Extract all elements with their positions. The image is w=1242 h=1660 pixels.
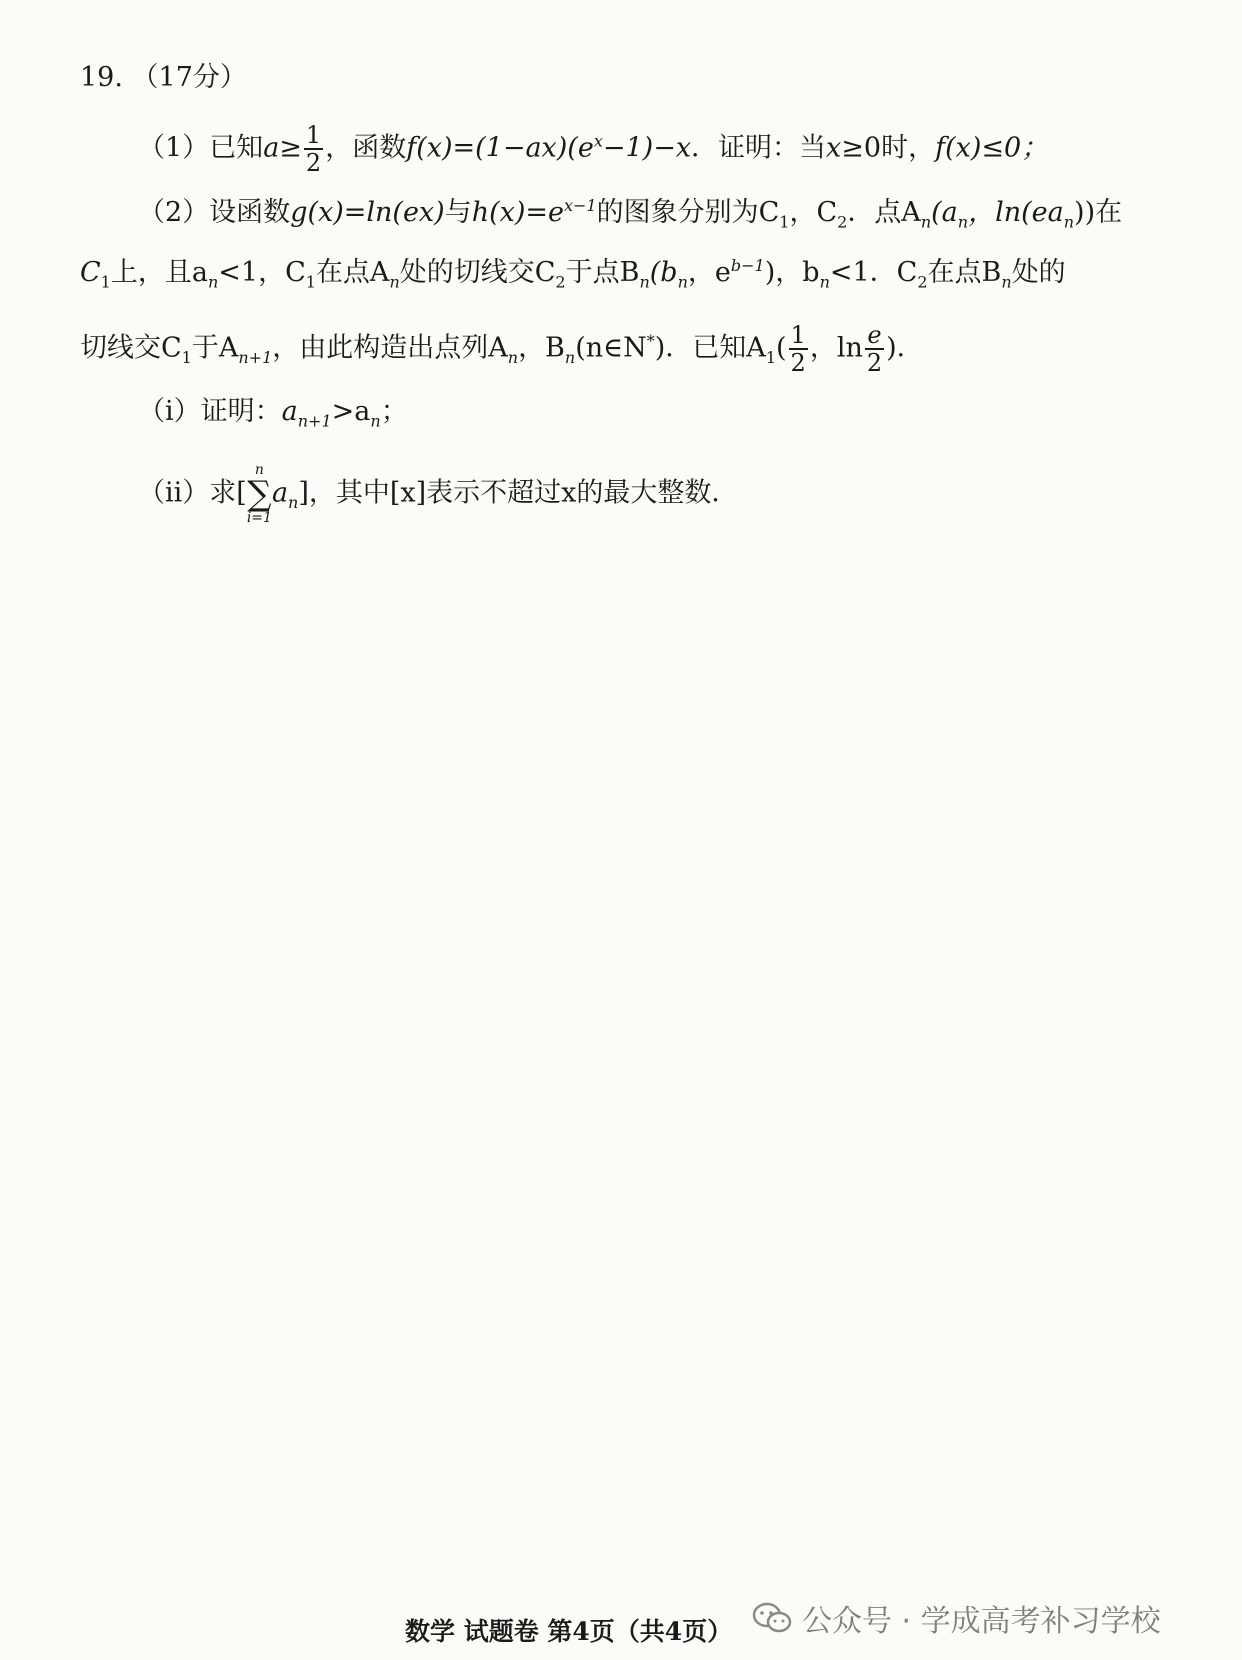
exponent-bn: b−1 bbox=[730, 256, 765, 275]
part2-line3: 切线交$C_1$于$A_{n+1}$，由此构造出点列$A_n$，$B_n(n\in N^*)$．已知$A_1$( $\frac{1}{2}$ ，ln $\frac{e}{2}$ )． bbox=[80, 321, 924, 377]
wechat-icon bbox=[752, 1602, 792, 1634]
watermark-text: 公众号 · 学成高考补习学校 bbox=[802, 1604, 1161, 1639]
subquestion-ii: （ii）求[ n ∑ i=1 $a_n$]，其中[x]表示不超过x的最大整数． bbox=[138, 462, 739, 526]
part1-text: （1）已知a≥ $\frac{1}{2}$ ，函数$f(x)=(1-ax)(e^x-1)-x$．证明：当x≥0时，f(x)≤0； bbox=[138, 121, 1049, 177]
summation: n ∑ i=1 bbox=[246, 462, 272, 526]
subquestion-i: （i）证明：$a_{n+1}>a_n$； bbox=[138, 396, 408, 431]
part2-line1: （2）设函数g(x)=ln(ex)与$h(x)=e^{x-1}$的图象分别为$C_1$，$C_2$．点$A_n(a_n$，$\ln(ea_n)$)在 bbox=[138, 196, 1123, 232]
part2-line2: $C_1$上，且$a_n<1$，$C_1$在点$A_n$处的切线交$C_2$于点$B_n(b_n$，$e^{b-1}$)，$b_n<1$．$C_2$在点$B_n$处的 bbox=[80, 256, 1066, 292]
page-footer: 数学 试题卷 第4页（共4页） bbox=[405, 1617, 733, 1646]
problem-points: （17分） bbox=[131, 62, 247, 93]
watermark bbox=[752, 1596, 1161, 1640]
fraction-e-half: $\frac{e}{2}$ bbox=[866, 321, 883, 377]
fraction-one-half: $\frac{1}{2}$ bbox=[305, 121, 322, 177]
problem-number: 19. bbox=[80, 62, 123, 93]
problem-header bbox=[80, 58, 247, 98]
fraction-one-half-2: $\frac{1}{2}$ bbox=[790, 321, 806, 377]
